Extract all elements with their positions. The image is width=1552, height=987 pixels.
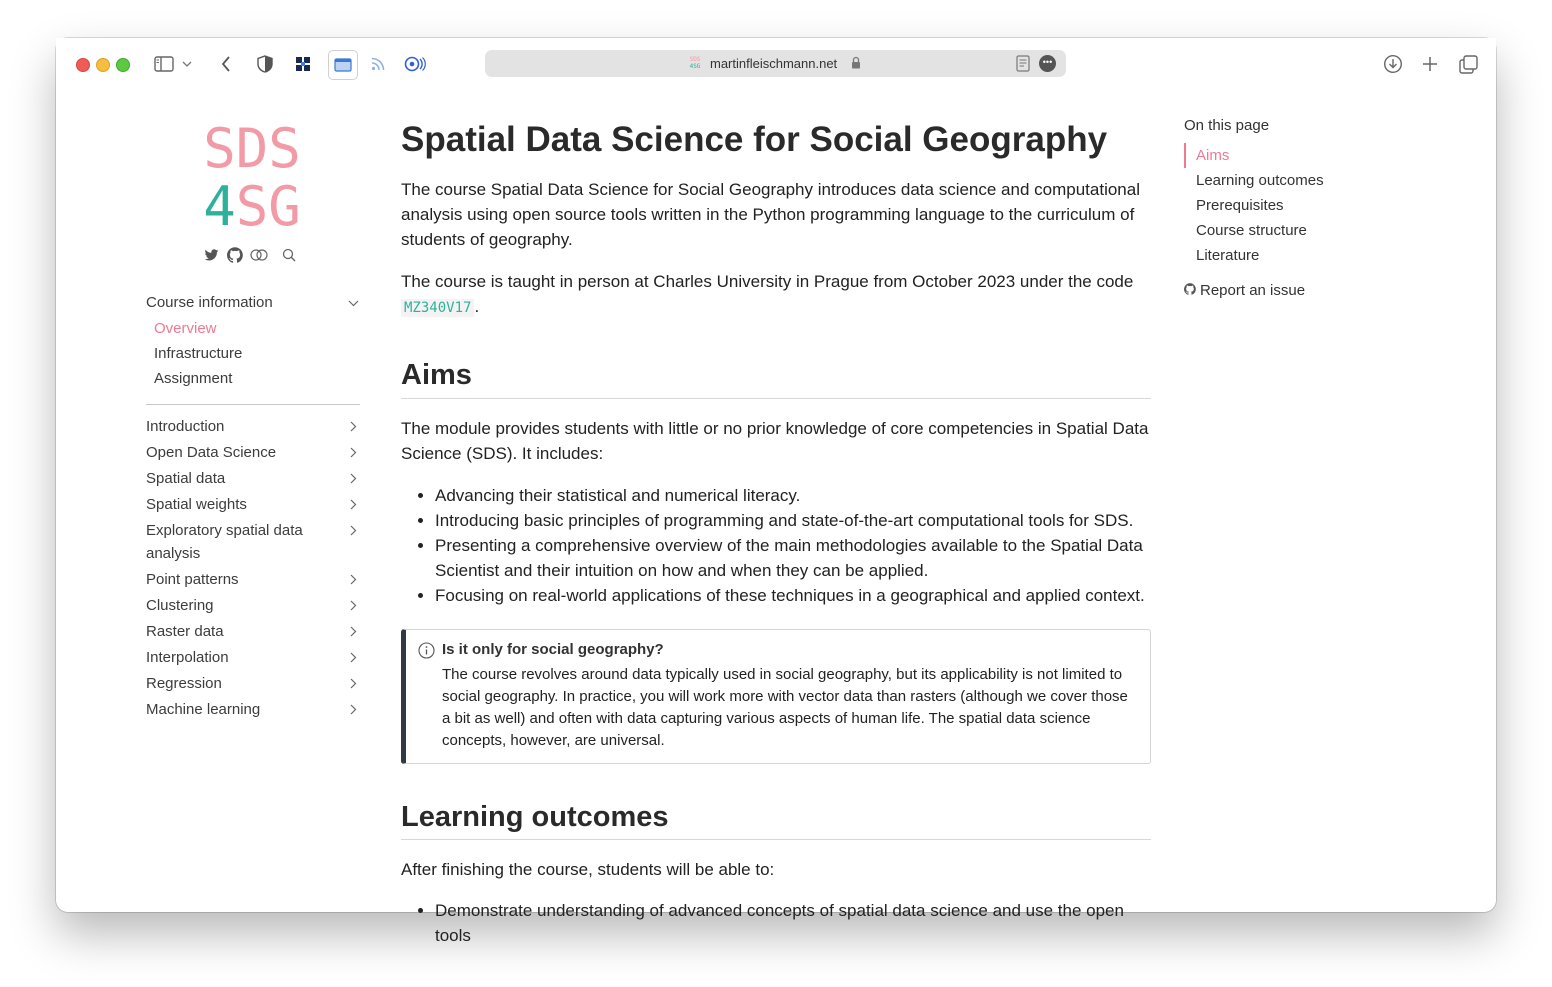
toc-item-learning-outcomes[interactable]: Learning outcomes bbox=[1196, 172, 1324, 189]
sidebar-nav bbox=[146, 290, 360, 722]
sidebar-subitem-assignment[interactable]: Assignment bbox=[154, 370, 233, 387]
chevron-right-icon[interactable] bbox=[346, 491, 360, 517]
site-logo[interactable] bbox=[196, 117, 308, 238]
toc-item-aims[interactable]: Aims bbox=[1184, 143, 1384, 168]
sidebar-subitem-overview[interactable]: Overview bbox=[154, 320, 217, 337]
toc-title: On this page bbox=[1184, 117, 1270, 134]
sidebar-subitem-infrastructure[interactable]: Infrastructure bbox=[154, 345, 243, 362]
outcomes-paragraph: After finishing the course, students will be able to: bbox=[401, 860, 775, 879]
sidebar-item-machine-learning[interactable]: Machine learning bbox=[146, 696, 360, 722]
aims-heading: Aims bbox=[401, 352, 1151, 399]
close-window-button[interactable] bbox=[76, 58, 90, 72]
github-icon[interactable] bbox=[226, 246, 244, 264]
downloads-icon[interactable] bbox=[1381, 52, 1405, 76]
privacy-shield-icon[interactable] bbox=[253, 52, 277, 76]
more-options-icon[interactable]: ••• bbox=[1039, 55, 1056, 72]
callout-body: The course revolves around data typically used in social geography, but its applicability is not limited to social geography. In practice, you will work more with vector data than rasters (although we cover those a bit as well) and often with data capturing various aspects of human life. The spatial data science concepts, however, are universal. bbox=[442, 666, 1128, 749]
sidebar-item-spatial-weights[interactable]: Spatial weights bbox=[146, 491, 360, 517]
browser-window bbox=[56, 38, 1496, 945]
minimize-window-button[interactable] bbox=[96, 58, 110, 72]
mastodon-icon[interactable] bbox=[250, 246, 268, 264]
on-this-page-toc bbox=[1184, 115, 1384, 299]
tab-overview-icon[interactable] bbox=[1456, 52, 1480, 76]
sidebar-item-exploratory-spatial-data-analysis[interactable]: Exploratory spatial data analysis bbox=[146, 517, 360, 566]
social-links bbox=[202, 246, 298, 264]
chevron-right-icon[interactable] bbox=[346, 413, 360, 439]
page-title: Spatial Data Science for Social Geography bbox=[401, 120, 1108, 159]
rss-icon[interactable] bbox=[366, 52, 390, 76]
chevron-down-icon[interactable] bbox=[346, 290, 360, 316]
screenshot-extension-icon[interactable] bbox=[328, 50, 358, 80]
new-tab-icon[interactable] bbox=[1418, 52, 1442, 76]
sidebar-item-introduction[interactable]: Introduction bbox=[146, 413, 360, 439]
list-item: • Demonstrate understanding of advanced concepts of spatial data science and use the open tools bbox=[435, 898, 1151, 948]
chevron-right-icon[interactable] bbox=[346, 618, 360, 644]
github-icon bbox=[1184, 282, 1196, 299]
sidebar-item-raster-data[interactable]: Raster data bbox=[146, 618, 360, 644]
list-item: • Advancing their statistical and numerical literacy. bbox=[435, 483, 1151, 508]
chevron-right-icon[interactable] bbox=[346, 670, 360, 696]
chevron-right-icon[interactable] bbox=[346, 592, 360, 618]
chevron-right-icon[interactable] bbox=[346, 644, 360, 670]
twitter-icon[interactable] bbox=[202, 246, 220, 264]
lock-icon bbox=[851, 56, 861, 74]
list-item: • Presenting a comprehensive overview of the main methodologies available to the Spatial Data Scientist and their intuition on how and when they can be applied. bbox=[435, 533, 1151, 583]
sidebar-item-clustering[interactable]: Clustering bbox=[146, 592, 360, 618]
sidebar-item-regression[interactable]: Regression bbox=[146, 670, 360, 696]
address-url[interactable]: martinfleischmann.net bbox=[710, 56, 838, 71]
sidebar-toggle-icon[interactable] bbox=[152, 52, 176, 76]
browser-toolbar bbox=[56, 38, 1496, 90]
aims-list bbox=[401, 483, 1151, 608]
list-item: • Introducing basic principles of programming and state-of-the-art computational tools for SDS. bbox=[435, 508, 1151, 533]
zoom-window-button[interactable] bbox=[116, 58, 130, 72]
sidebar-item-point-patterns[interactable]: Point patterns bbox=[146, 566, 360, 592]
site-favicon: SDS 4SG bbox=[689, 56, 701, 70]
course-code: MZ340V17 bbox=[401, 299, 474, 317]
chevron-right-icon[interactable] bbox=[346, 439, 360, 465]
callout-note bbox=[401, 629, 1151, 764]
sidebar-divider bbox=[146, 404, 360, 405]
sidebar-item-open-data-science[interactable]: Open Data Science bbox=[146, 439, 360, 465]
sidebar-item-spatial-data[interactable]: Spatial data bbox=[146, 465, 360, 491]
chevron-right-icon[interactable] bbox=[346, 465, 360, 491]
list-item: • Focusing on real-world applications of these techniques in a geographical and applied context. bbox=[435, 583, 1151, 608]
main-content bbox=[401, 118, 1151, 948]
sidebar-section-course-information[interactable]: Course information bbox=[146, 290, 360, 316]
toc-item-literature[interactable]: Literature bbox=[1196, 247, 1260, 264]
callout-title: Is it only for social geography? bbox=[442, 641, 664, 658]
taught-paragraph: The course is taught in person at Charles University in Prague from October 2023 under the code MZ340V17 . bbox=[401, 272, 1134, 316]
learning-outcomes-heading: Learning outcomes bbox=[401, 795, 1151, 840]
intro-paragraph: The course Spatial Data Science for Social Geography introduces data science and computational analysis using open source tools written in the Python programming language to the curriculum of students of geography. bbox=[401, 180, 1140, 249]
outcomes-list bbox=[401, 898, 1151, 948]
extension-icon[interactable] bbox=[291, 52, 315, 76]
aims-paragraph: The module provides students with little or no prior knowledge of core competencies in Spatial Data Science (SDS). It includes: bbox=[401, 419, 1149, 463]
chevron-down-icon[interactable] bbox=[180, 52, 194, 76]
toc-item-course-structure[interactable]: Course structure bbox=[1196, 222, 1307, 239]
toc-list bbox=[1184, 143, 1384, 268]
logo-line-1: SDS bbox=[203, 117, 301, 180]
logo-line-2: 4SG bbox=[203, 175, 301, 238]
chevron-right-icon[interactable] bbox=[346, 696, 360, 722]
sidebar-item-interpolation[interactable]: Interpolation bbox=[146, 644, 360, 670]
info-icon bbox=[418, 642, 435, 664]
chevron-right-icon[interactable] bbox=[346, 517, 360, 543]
broadcast-icon[interactable] bbox=[402, 52, 426, 76]
back-icon[interactable] bbox=[214, 52, 238, 76]
address-bar[interactable] bbox=[485, 50, 1066, 77]
reader-mode-icon[interactable] bbox=[1016, 55, 1030, 77]
chevron-right-icon[interactable] bbox=[346, 566, 360, 592]
search-icon[interactable] bbox=[280, 246, 298, 264]
toc-item-prerequisites[interactable]: Prerequisites bbox=[1196, 197, 1284, 214]
report-issue-link[interactable]: Report an issue bbox=[1184, 282, 1384, 299]
